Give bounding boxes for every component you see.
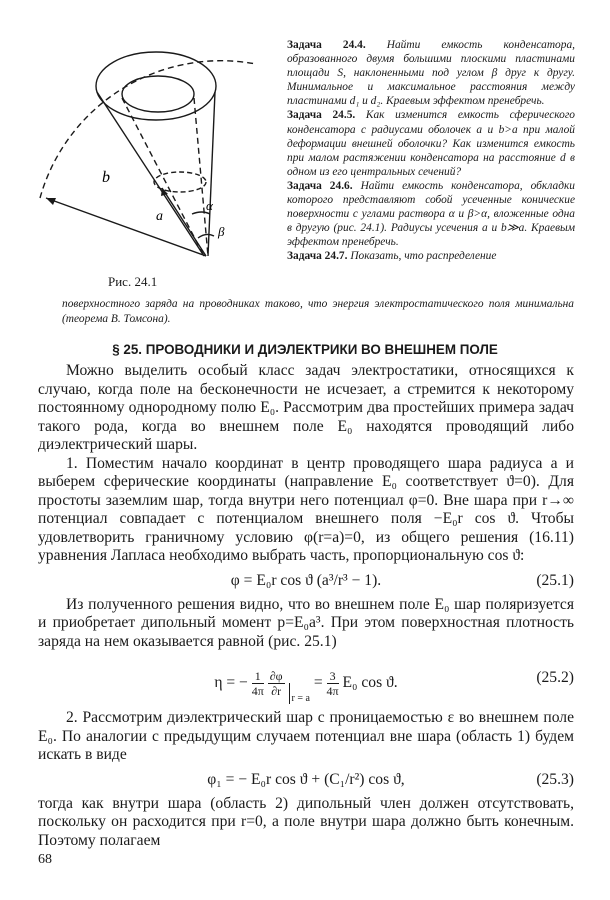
- label-b: b: [102, 169, 110, 186]
- tasks-block: [287, 38, 575, 264]
- paragraph-dielectric: 2. Рассмотрим диэлектрический шар с проницаемостью ε во внешнем поле E₀. По аналогии с предыдущим случаем потенциал вне шара (область 1) будем искать в виде: [38, 709, 574, 763]
- task-24-4: Задача 24.4. Найти емкость конденсатора, образованного двумя большими плоскими пластинами площади S, наклоненными под углом β друг к другу. Минимальное и максимальное расстояния между пластинами d₁ и d₂. Краевым эффектом пренебречь.: [287, 39, 575, 108]
- task-24-6: Задача 24.6. Найти емкость конденсатора, обкладки которого представляют собой усеченные конические поверхности с углами раствора α и β>α, вложенные одна в другую (рис. 24.1). Радиусы усечения a и b≫a. Краевым эффектом пренебречь.: [287, 179, 576, 249]
- label-beta: β: [218, 224, 225, 239]
- section-title: § 25. ПРОВОДНИКИ И ДИЭЛЕКТРИКИ ВО ВНЕШНЕМ ПОЛЕ: [112, 342, 498, 357]
- page-number: 68: [38, 852, 52, 867]
- label-a: a: [156, 209, 163, 224]
- paragraph-intro: Можно выделить особый класс задач электростатики, относящихся к случаю, когда поле на бесконечности не исчезает, а стремится к некоторому постоянному однородному полю E₀. Рассмотрим два простейших примера задач такого рода, когда во внешнем поле E₀ находятся проводящий либо диэлектрический шары.: [38, 362, 574, 453]
- paragraph-dipole: Из полученного решения видно, что во внешнем поле E₀ шар поляризуется и приобретает дипольный момент p=E₀a³. При этом поверхностная плотность заряда на нем оказывается равной (рис. 25.1): [38, 595, 574, 650]
- task-24-7-continuation: поверхностного заряда на проводниках таково, что энергия электростатического поля минимальна (теорема В. Томсона).: [62, 298, 574, 325]
- equation-25-1: φ = E₀r cos ϑ (a³/r³ − 1). (25.1): [230, 571, 574, 589]
- equation-25-3: φ₁ = − E₀r cos ϑ + (C₁/r²) cos ϑ, (25.3): [207, 770, 574, 788]
- main-text: [38, 362, 574, 850]
- task-24-5: Задача 24.5. Как изменится емкость сферического конденсатора с радиусами оболочек a и b>a при малой деформации внешней оболочки? Как изменится емкость при малом растяжении конденсатора на расстояние d в одном из его центральных сечений?: [287, 109, 575, 178]
- equation-25-2: η = − $\frac{1}{4\pi}$ $\frac{\partial\varphi}{\partial r}$ $_{r = a}$ = $\frac{3}{4\pi}$ E₀ cos ϑ. (25.2): [214, 669, 574, 705]
- paragraph-inside: тогда как внутри шара (область 2) дипольный член должен отсутствовать, поскольку он расходится при r=0, а поле внутри шара должно быть конечным. Поэтому полагаем: [38, 794, 574, 849]
- outer-arc-b: [40, 61, 256, 198]
- label-alpha: α: [206, 198, 213, 213]
- inner-ellipse: [122, 76, 194, 112]
- figure-caption: Рис. 24.1: [108, 274, 158, 289]
- task-24-7: Задача 24.7. Показать, что распределение: [287, 250, 497, 263]
- paragraph-conductor: 1. Поместим начало координат в центр проводящего шара радиуса a и выберем сферические координаты (направление E₀ соответствует ϑ=0). Для простоты заземлим шар, тогда внутри него потенциал φ=0. Вне шара при r→∞ потенциал совпадает с потенциалом внешнего поля −E₀r cos ϑ. Чтобы удовлетворить граничному условию φ(r=a)=0, из общего решения (16.11) уравнения Лапласа необходимо выбрать часть, пропорциональную cos ϑ:: [38, 454, 574, 564]
- figure-24-1: [22, 20, 272, 270]
- outer-ellipse: [96, 52, 216, 120]
